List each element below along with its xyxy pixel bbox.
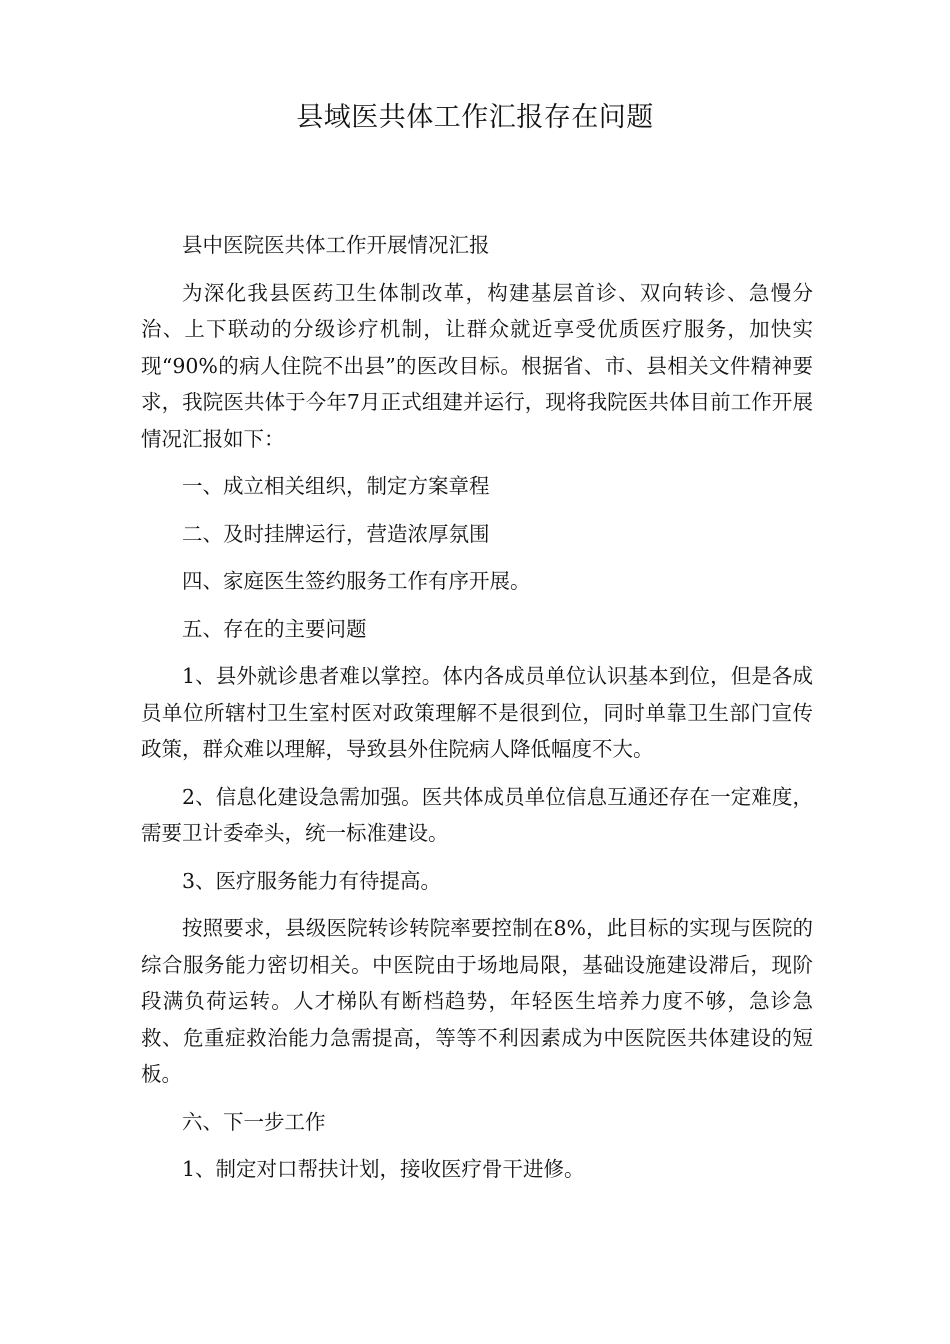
section-heading-2: 二、及时挂牌运行，营造浓厚氛围 bbox=[182, 521, 490, 546]
next-step-item-1: 1、制定对口帮扶计划，接收医疗骨干进修。 bbox=[182, 1157, 585, 1181]
section-heading-5: 五、存在的主要问题 bbox=[182, 616, 367, 641]
problem-detail: 按照要求，县级医院转诊转院率要控制在8%，此目标的实现与医院的综合服务能力密切相关。中医院由于场地局限，基础设施建设滞后，现阶段满负荷运转。人才梯队有断档趋势，年轻医生培养力度不够，急诊急救、危重症救治能力急需提高，等等不利因素成为中医院医共体建设的短板。 bbox=[141, 916, 813, 1086]
paragraph-subtitle: 县中医院医共体工作开展情况汇报 bbox=[182, 233, 490, 257]
paragraph-intro: 为深化我县医药卫生体制改革，构建基层首诊、双向转诊、急慢分治、上下联动的分级诊疗机制，让群众就近享受优质医疗服务，加快实现“90%的病人住院不出县”的医改目标。根据省、市、县相关文件精神要求，我院医共体于今年7月正式组建并运行，现将我院医共体目前工作开展情况汇报如下： bbox=[141, 280, 813, 451]
problem-item-1: 1、县外就诊患者难以掌控。体内各成员单位认识基本到位，但是各成员单位所辖村卫生室村医对政策理解不是很到位，同时单靠卫生部门宣传政策，群众难以理解，导致县外住院病人降低幅度不大。 bbox=[141, 664, 813, 761]
section-heading-1: 一、成立相关组织，制定方案章程 bbox=[182, 474, 490, 498]
problem-item-3: 3、医疗服务能力有待提高。 bbox=[182, 868, 442, 893]
document-body bbox=[141, 227, 813, 1199]
document-title: 县域医共体工作汇报存在问题 bbox=[296, 102, 654, 133]
problem-item-2: 2、信息化建设急需加强。医共体成员单位信息互通还存在一定难度，需要卫计委牵头，统一标准建设。 bbox=[141, 784, 813, 845]
section-heading-4: 四、家庭医生签约服务工作有序开展。 bbox=[182, 569, 531, 593]
section-heading-6: 六、下一步工作 bbox=[182, 1109, 326, 1134]
